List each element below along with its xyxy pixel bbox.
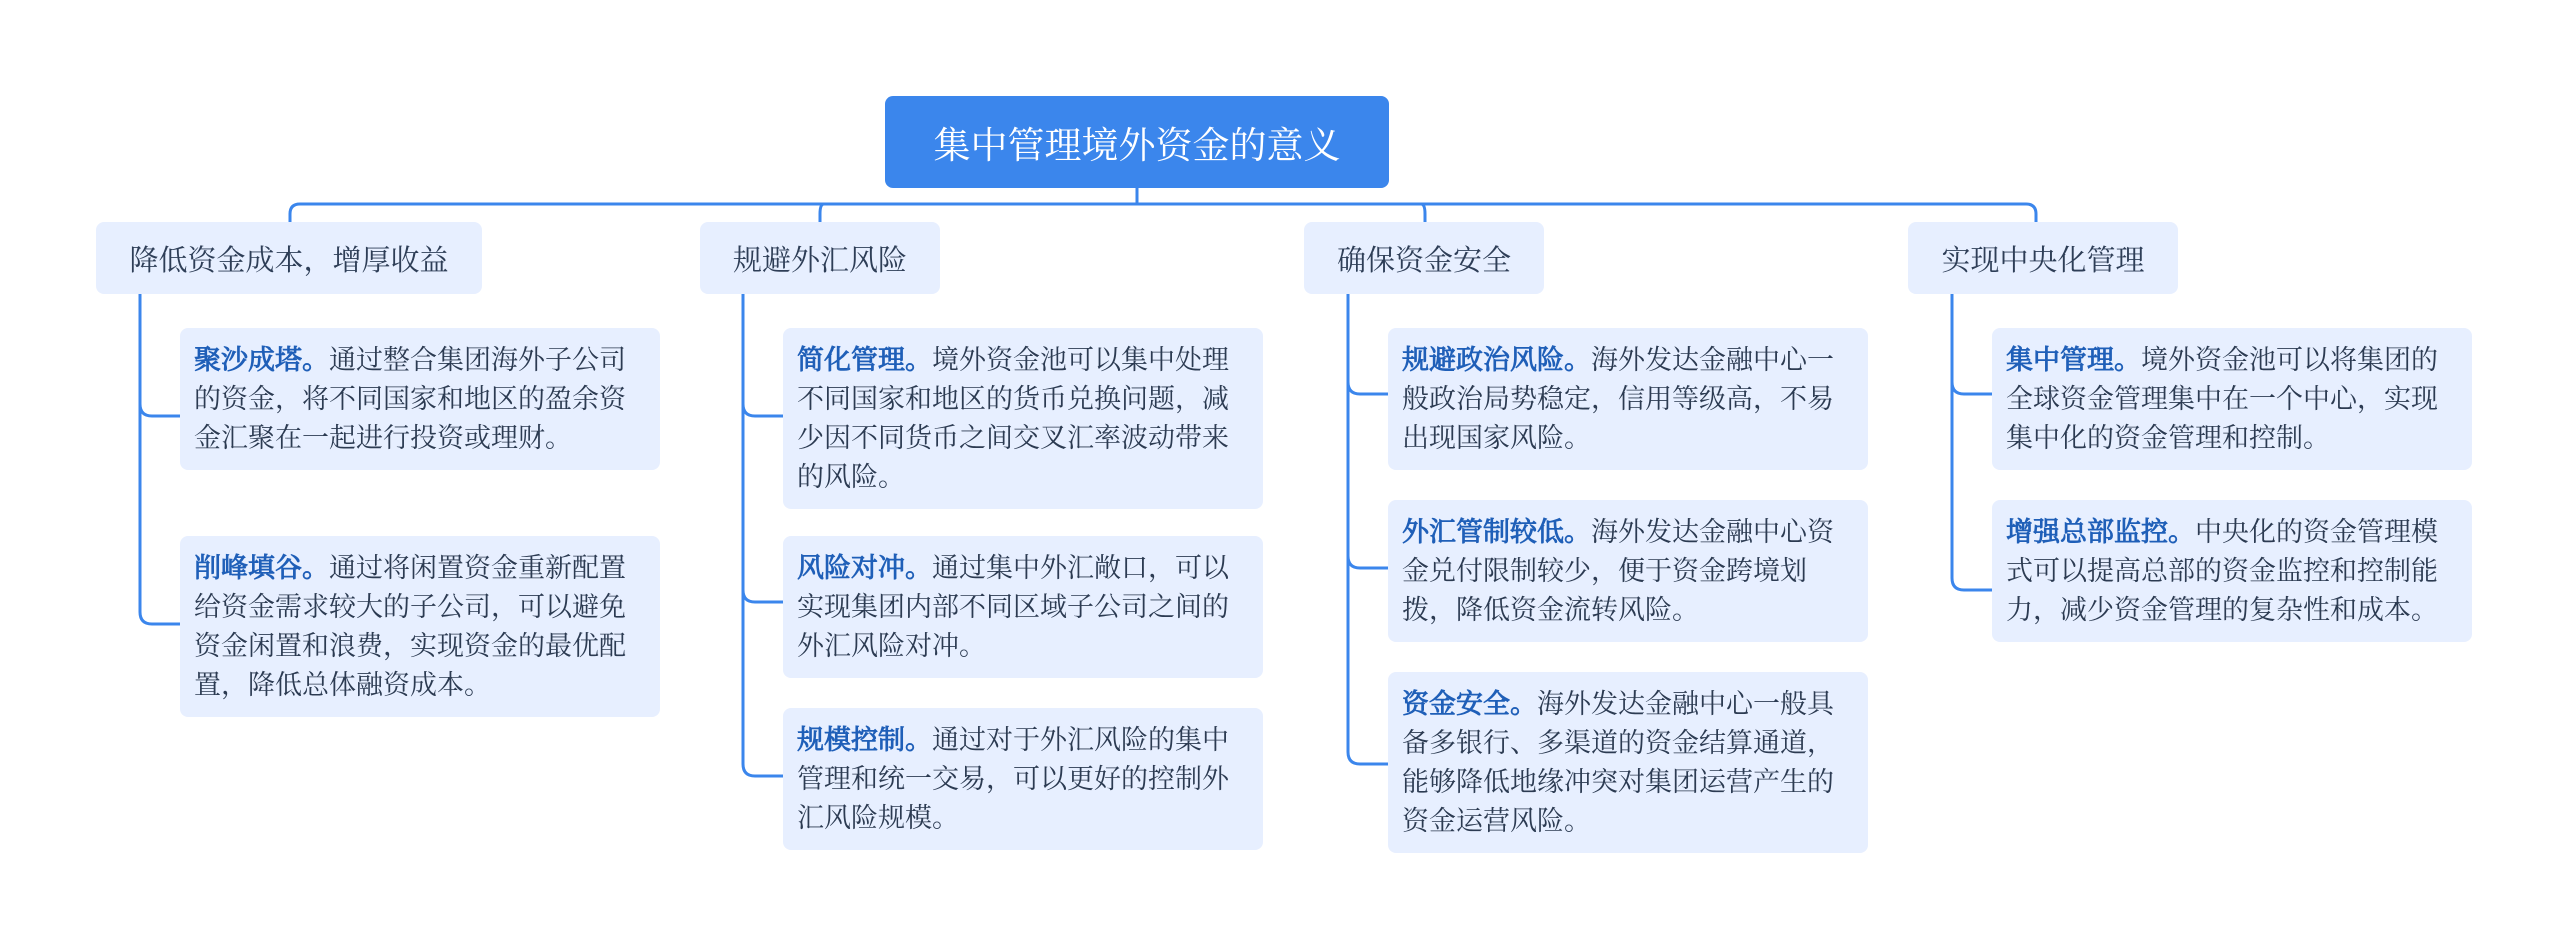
leaf-connector-3-2 — [1348, 382, 1388, 568]
leaf-keyword: 简化管理。 — [797, 345, 932, 376]
branch-node-fund-safety[interactable]: 确保资金安全 — [1304, 222, 1544, 294]
branch-connector-2 — [820, 204, 824, 222]
leaf-text: 境外资金池可以集中处理不同国家和地区的货币兑换问题，减少因不同货币之间交叉汇率波动带来的风险。 — [797, 345, 1229, 493]
branch-node-fx-risk[interactable]: 规避外汇风险 — [700, 222, 940, 294]
leaf-connector-2-3 — [743, 590, 783, 776]
leaf-connector-4-1 — [1952, 294, 1992, 394]
leaf-keyword: 规避政治风险。 — [1402, 345, 1591, 376]
leaf-keyword: 资金安全。 — [1402, 689, 1537, 720]
leaf-keyword: 集中管理。 — [2006, 345, 2141, 376]
leaf-node-2-2[interactable] — [783, 536, 1263, 678]
leaf-node-3-1[interactable] — [1388, 328, 1868, 470]
leaf-text: 中央化的资金管理模式可以提高总部的资金监控和控制能力，减少资金管理的复杂性和成本。 — [2006, 517, 2438, 626]
leaf-keyword: 削峰填谷。 — [194, 553, 329, 584]
root-node[interactable]: 集中管理境外资金的意义 — [885, 96, 1389, 188]
leaf-text: 通过集中外汇敞口，可以实现集团内部不同区域子公司之间的外汇风险对冲。 — [797, 553, 1229, 662]
leaf-keyword: 聚沙成塔。 — [194, 345, 329, 376]
leaf-node-2-1[interactable] — [783, 328, 1263, 509]
leaf-node-4-1[interactable] — [1992, 328, 2472, 470]
leaf-keyword: 规模控制。 — [797, 725, 932, 756]
leaf-node-2-3[interactable] — [783, 708, 1263, 850]
leaf-text: 通过整合集团海外子公司的资金，将不同国家和地区的盈余资金汇聚在一起进行投资或理财。 — [194, 345, 626, 454]
leaf-keyword: 外汇管制较低。 — [1402, 517, 1591, 548]
leaf-text: 通过对于外汇风险的集中管理和统一交易，可以更好的控制外汇风险规模。 — [797, 725, 1229, 834]
leaf-connector-4-2 — [1952, 382, 1992, 590]
leaf-node-3-2[interactable] — [1388, 500, 1868, 642]
leaf-connector-2-1 — [743, 294, 783, 416]
leaf-connector-1-2 — [140, 404, 180, 624]
branch-connector-3 — [1421, 204, 1425, 222]
leaf-keyword: 增强总部监控。 — [2006, 517, 2195, 548]
leaf-node-3-3[interactable] — [1388, 672, 1868, 853]
leaf-node-1-2[interactable] — [180, 536, 660, 717]
leaf-connector-2-2 — [743, 404, 783, 602]
leaf-connector-3-3 — [1348, 556, 1388, 764]
leaf-text: 海外发达金融中心一般具备多银行、多渠道的资金结算通道，能够降低地缘冲突对集团运营产生的资金运营风险。 — [1402, 689, 1834, 837]
leaf-text: 境外资金池可以将集团的全球资金管理集中在一个中心，实现集中化的资金管理和控制。 — [2006, 345, 2438, 454]
leaf-text: 通过将闲置资金重新配置给资金需求较大的子公司，可以避免资金闲置和浪费，实现资金的最优配置，降低总体融资成本。 — [194, 553, 626, 701]
leaf-text: 海外发达金融中心资金兑付限制较少，便于资金跨境划拨，降低资金流转风险。 — [1402, 517, 1834, 626]
leaf-node-1-1[interactable] — [180, 328, 660, 470]
leaf-keyword: 风险对冲。 — [797, 553, 932, 584]
branch-bus-line — [290, 204, 2036, 222]
leaf-text: 海外发达金融中心一般政治局势稳定，信用等级高，不易出现国家风险。 — [1402, 345, 1834, 454]
branch-node-centralized[interactable]: 实现中央化管理 — [1908, 222, 2178, 294]
leaf-node-4-2[interactable] — [1992, 500, 2472, 642]
leaf-connector-3-1 — [1348, 294, 1388, 394]
branch-node-reduce-cost[interactable]: 降低资金成本，增厚收益 — [96, 222, 482, 294]
leaf-connector-1-1 — [140, 294, 180, 416]
